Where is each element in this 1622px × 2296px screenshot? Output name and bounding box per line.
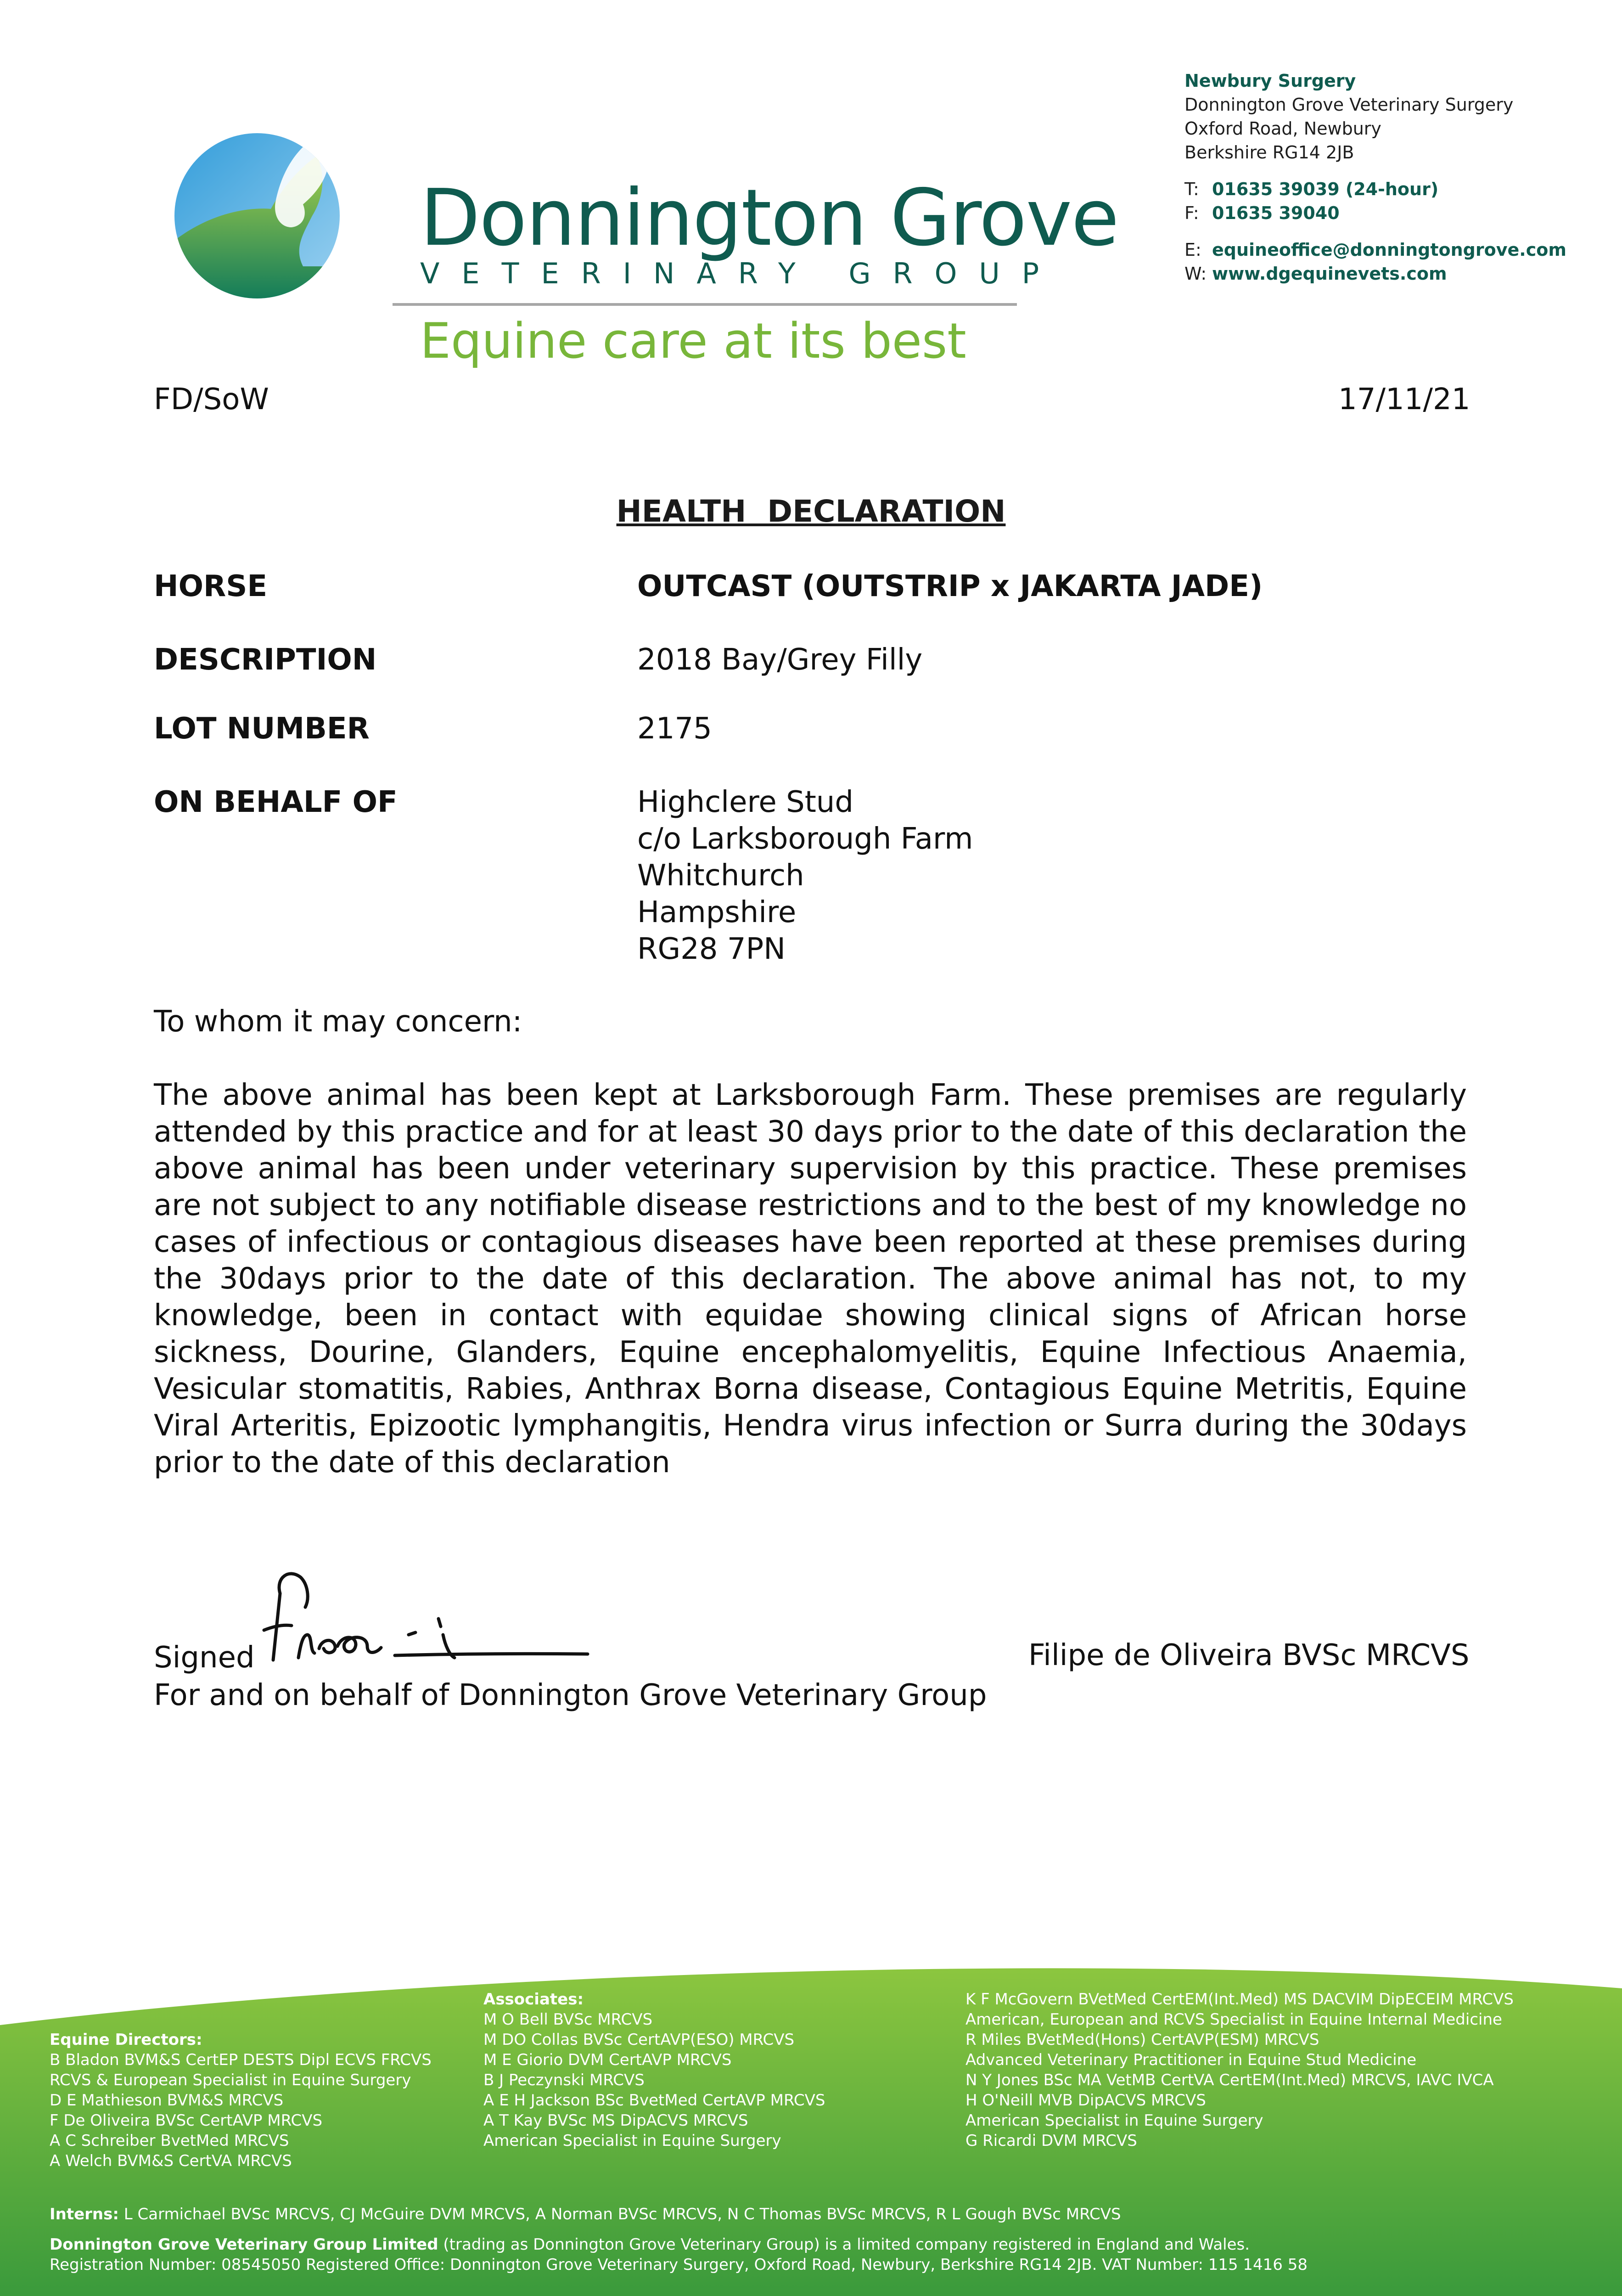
associate-line: M O Bell BVSc MRCVS bbox=[483, 2010, 653, 2029]
behalf-line: RG28 7PN bbox=[637, 932, 786, 966]
associates-column-2 bbox=[965, 1989, 1514, 2151]
phone-label: T: bbox=[1184, 179, 1199, 199]
declaration-body: The above animal has been kept at Larksborough Farm. These premises are regularly attended by this practice and for at least 30 days prior to the date of this declaration the above animal has been under veterinary supervision by this practice. These premises are not subject to any notifiable disease restrictions and to the best of my knowledge no cases of infectious or contagious diseases have been reported at these premises during the 30days prior to the date of this declaration. The above animal has not, to my knowledge, been in contact with equidae showing clinical signs of African horse sickness, Dourine, Glanders, Equine encephalomyelitis, Equine Infectious Anaemia, Vesicular stomatitis, Rabies, Anthrax Borna disease, Contagious Equine Metritis, Equine Viral Arteritis, Epizootic lymphangitis, Hendra virus infection or Surra during the 30days prior to the date of this declaration bbox=[154, 1078, 1467, 1480]
behalf-line: Highclere Stud bbox=[637, 785, 853, 819]
website-link[interactable]: www.dgequinevets.com bbox=[1212, 264, 1447, 284]
on-behalf-statement: For and on behalf of Donnington Grove Veterinary Group bbox=[154, 1678, 987, 1712]
associate-line: Advanced Veterinary Practitioner in Equine Stud Medicine bbox=[965, 2051, 1417, 2069]
on-behalf-of-address bbox=[637, 784, 973, 968]
associate-line: American Specialist in Equine Surgery bbox=[965, 2111, 1263, 2130]
interns-line bbox=[50, 2204, 1121, 2224]
phone-number: 01635 39039 (24-hour) bbox=[1212, 179, 1439, 199]
letter-date: 17/11/21 bbox=[1338, 383, 1470, 416]
lot-number-value: 2175 bbox=[637, 712, 712, 746]
brand-subtitle: VETERINARY GROUP bbox=[420, 257, 1061, 290]
company-registration bbox=[50, 2234, 1308, 2275]
associate-line: A E H Jackson BSc BvetMed CertAVP MRCVS bbox=[483, 2091, 825, 2110]
brand-name: Donnington Grove bbox=[420, 173, 1118, 264]
associates-column bbox=[483, 1989, 825, 2151]
document-title: HEALTH DECLARATION bbox=[616, 494, 1006, 529]
behalf-line: Whitchurch bbox=[637, 859, 804, 893]
address-line: Oxford Road, Newbury bbox=[1184, 118, 1381, 139]
associate-line: American, European and RCVS Specialist in Equine Internal Medicine bbox=[965, 2010, 1502, 2029]
horse-label: HORSE bbox=[154, 569, 268, 603]
surgery-address-block bbox=[1184, 69, 1566, 286]
interns-list: L Carmichael BVSc MRCVS, CJ McGuire DVM MRCVS, A Norman BVSc MRCVS, N C Thomas BVSc MRCVS, R L Gough BVSc MRCVS bbox=[123, 2205, 1121, 2223]
email-link[interactable]: equineoffice@donningtongrove.com bbox=[1212, 240, 1566, 260]
description-label: DESCRIPTION bbox=[154, 643, 377, 677]
directors-title: Equine Directors: bbox=[50, 2031, 202, 2049]
fax-number: 01635 39040 bbox=[1212, 203, 1340, 223]
horse-value: OUTCAST (OUTSTRIP x JAKARTA JADE) bbox=[637, 569, 1263, 603]
associate-line: M E Giorio DVM CertAVP MRCVS bbox=[483, 2051, 732, 2069]
address-line: Donnington Grove Veterinary Surgery bbox=[1184, 95, 1514, 115]
brand-divider bbox=[393, 303, 1017, 306]
behalf-line: c/o Larksborough Farm bbox=[637, 822, 973, 856]
associate-line: R Miles BVetMed(Hons) CertAVP(ESM) MRCVS bbox=[965, 2031, 1319, 2049]
director-line: D E Mathieson BVM&S MRCVS bbox=[50, 2091, 284, 2110]
behalf-line: Hampshire bbox=[637, 895, 797, 929]
associate-line: K F McGovern BVetMed CertEM(Int.Med) MS DACVIM DipECEIM MRCVS bbox=[965, 1990, 1514, 2009]
signed-label: Signed bbox=[154, 1641, 255, 1675]
directors-column bbox=[50, 2030, 432, 2171]
fax-label: F: bbox=[1184, 203, 1199, 223]
web-label: W: bbox=[1184, 264, 1207, 284]
surgery-title: Newbury Surgery bbox=[1184, 71, 1356, 91]
interns-title: Interns: bbox=[50, 2205, 119, 2223]
description-value: 2018 Bay/Grey Filly bbox=[637, 643, 923, 677]
company-name: Donnington Grove Veterinary Group Limited bbox=[50, 2235, 438, 2254]
reference-code: FD/SoW bbox=[154, 383, 269, 416]
director-line: B Bladon BVM&S CertEP DESTS Dipl ECVS FRCVS bbox=[50, 2051, 432, 2069]
director-line: F De Oliveira BVSc CertAVP MRCVS bbox=[50, 2111, 323, 2130]
associate-line: A T Kay BVSc MS DipACVS MRCVS bbox=[483, 2111, 748, 2130]
associate-line: H O'Neill MVB DipACVS MRCVS bbox=[965, 2091, 1206, 2110]
email-label: E: bbox=[1184, 240, 1201, 260]
registration-details: Registration Number: 08545050 Registered Office: Donnington Grove Veterinary Surgery, Oxford Road, Newbury, Berkshire RG14 2JB. VAT Number: 115 1416 58 bbox=[50, 2256, 1308, 2274]
tagline: Equine care at its best bbox=[420, 313, 966, 369]
associate-line: N Y Jones BSc MA VetMB CertVA CertEM(Int.Med) MRCVS, IAVC IVCA bbox=[965, 2071, 1494, 2089]
signature bbox=[257, 1566, 592, 1671]
address-line: Berkshire RG14 2JB bbox=[1184, 142, 1354, 163]
signer-name: Filipe de Oliveira BVSc MRCVS bbox=[1028, 1638, 1470, 1672]
on-behalf-of-label: ON BEHALF OF bbox=[154, 785, 398, 819]
associate-line: M DO Collas BVSc CertAVP(ESO) MRCVS bbox=[483, 2031, 795, 2049]
director-line: A Welch BVM&S CertVA MRCVS bbox=[50, 2152, 292, 2170]
director-line: A C Schreiber BvetMed MRCVS bbox=[50, 2132, 289, 2150]
director-line: RCVS & European Specialist in Equine Surgery bbox=[50, 2071, 411, 2089]
associates-title: Associates: bbox=[483, 1990, 584, 2009]
associate-line: B J Peczynski MRCVS bbox=[483, 2071, 645, 2089]
company-logo bbox=[165, 129, 349, 303]
associate-line: American Specialist in Equine Surgery bbox=[483, 2132, 781, 2150]
salutation: To whom it may concern: bbox=[154, 1005, 522, 1039]
horse-head-logo-icon bbox=[165, 129, 349, 303]
lot-number-label: LOT NUMBER bbox=[154, 712, 370, 746]
handwritten-signature-icon bbox=[257, 1566, 592, 1671]
associate-line: G Ricardi DVM MRCVS bbox=[965, 2132, 1137, 2150]
company-text: (trading as Donnington Grove Veterinary Group) is a limited company registered in England and Wales. bbox=[443, 2235, 1250, 2254]
